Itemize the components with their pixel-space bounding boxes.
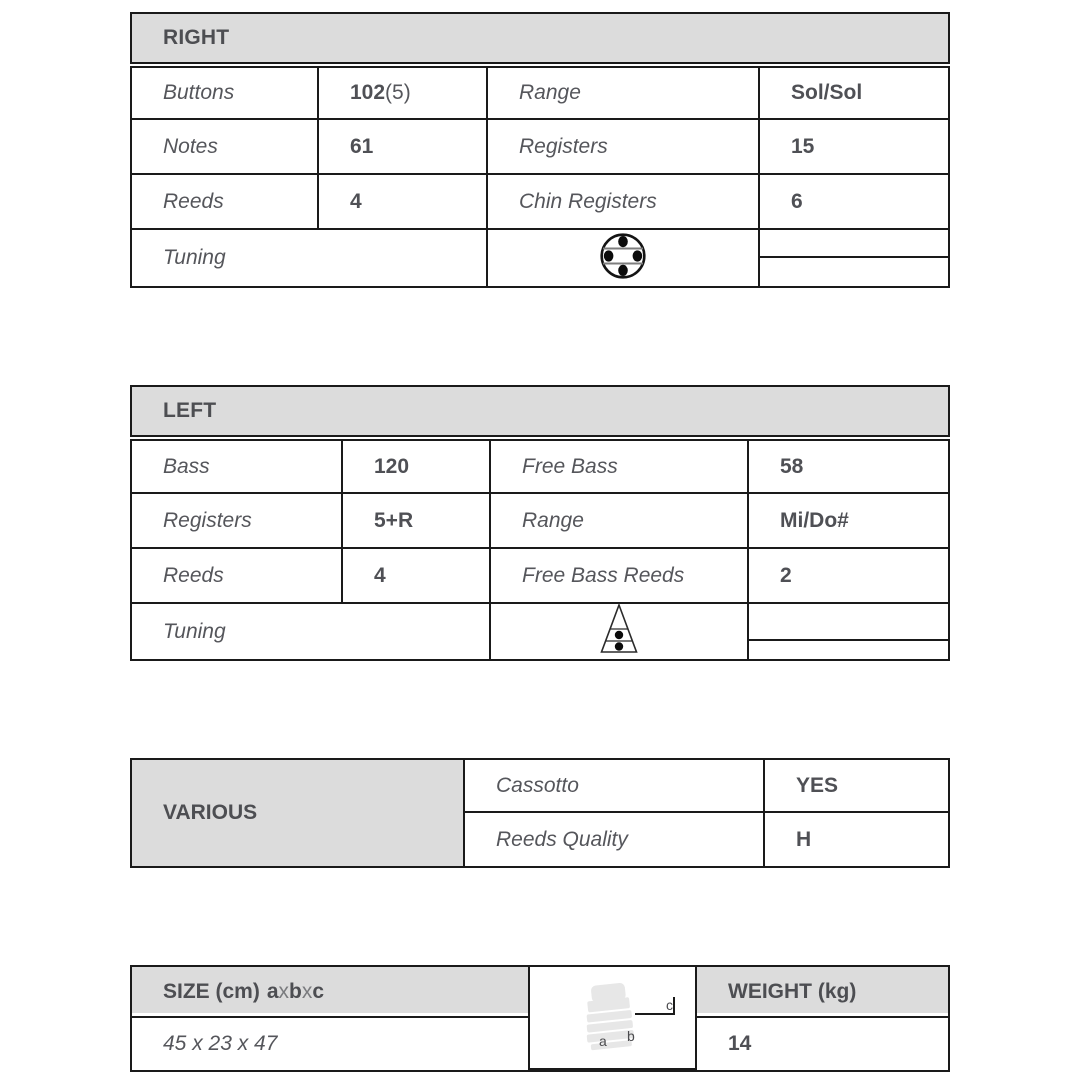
reeds-label-cell: Reeds bbox=[132, 175, 319, 230]
notes-value-cell: 61 bbox=[319, 120, 488, 175]
size-value-cell: 45 x 23 x 47 bbox=[132, 1018, 530, 1070]
size-header-cell bbox=[132, 967, 530, 1018]
bass-registers-label-cell: Registers bbox=[132, 494, 343, 549]
empty-cell bbox=[749, 604, 948, 641]
reeds-quality-value-cell: H bbox=[796, 827, 812, 851]
dimension-b-label: b bbox=[627, 1028, 635, 1044]
free-bass-label-cell: Free Bass bbox=[491, 441, 749, 494]
empty-split-cell bbox=[749, 604, 948, 659]
dimension-c-label: c bbox=[635, 997, 675, 1015]
weight-value-cell: 14 bbox=[728, 1032, 752, 1055]
size-weight-table-body bbox=[130, 965, 950, 1072]
bass-reeds-value-cell: 4 bbox=[343, 549, 491, 604]
reeds-value-cell: 4 bbox=[319, 175, 488, 230]
range-label-cell: Range bbox=[488, 68, 760, 120]
bass-label-cell: Bass bbox=[132, 441, 343, 494]
empty-split-cell bbox=[760, 230, 948, 286]
bass-reeds-label-cell: Reeds bbox=[132, 549, 343, 604]
right-table-title: RIGHT bbox=[163, 26, 230, 49]
notes-label-cell: Notes bbox=[132, 120, 319, 175]
registers-label-cell: Registers bbox=[488, 120, 760, 175]
cassotto-label-cell: Cassotto bbox=[465, 760, 765, 813]
right-table-body bbox=[130, 66, 950, 288]
empty-cell bbox=[749, 641, 948, 659]
registers-value-cell: 15 bbox=[760, 120, 948, 175]
left-hand-spec-table bbox=[130, 385, 950, 661]
size-weight-table bbox=[130, 965, 950, 1072]
bass-value-cell: 120 bbox=[343, 441, 491, 494]
buttons-label-cell: Buttons bbox=[132, 68, 319, 120]
accordion-dimensions-cell bbox=[530, 967, 697, 1070]
chin-registers-label-cell: Chin Registers bbox=[488, 175, 760, 230]
empty-cell bbox=[760, 230, 948, 258]
bass-tuning-2-reeds-icon bbox=[599, 603, 639, 660]
free-bass-reeds-value-cell: 2 bbox=[749, 549, 948, 604]
various-spec-table bbox=[130, 758, 950, 868]
treble-tuning-4-reeds-icon bbox=[599, 232, 647, 285]
range-value-cell: Sol/Sol bbox=[760, 68, 948, 120]
free-bass-reeds-label-cell: Free Bass Reeds bbox=[491, 549, 749, 604]
bass-registers-value-cell: 5+R bbox=[343, 494, 491, 549]
buttons-value-cell: 102 (5) bbox=[319, 68, 488, 120]
reeds-quality-label-cell: Reeds Quality bbox=[465, 813, 765, 866]
bass-range-value-cell: Mi/Do# bbox=[749, 494, 948, 549]
weight-header-label: WEIGHT (kg) bbox=[728, 979, 857, 1003]
right-table-header bbox=[130, 12, 950, 64]
bass-range-label-cell: Range bbox=[491, 494, 749, 549]
tuning-label-cell: Tuning bbox=[132, 230, 488, 286]
empty-cell bbox=[760, 258, 948, 286]
size-dims-formula: axbxc bbox=[266, 979, 325, 1003]
tuning-icon-cell bbox=[488, 230, 760, 286]
left-table-body bbox=[130, 439, 950, 661]
left-table-header bbox=[130, 385, 950, 437]
chin-registers-value-cell: 6 bbox=[760, 175, 948, 230]
various-table-body bbox=[130, 758, 950, 868]
various-table-title: VARIOUS bbox=[163, 801, 258, 824]
free-bass-value-cell: 58 bbox=[749, 441, 948, 494]
weight-header-cell bbox=[697, 967, 948, 1018]
cassotto-value-cell: YES bbox=[765, 760, 948, 813]
bass-tuning-icon-cell bbox=[491, 604, 749, 659]
right-hand-spec-table bbox=[130, 12, 950, 288]
size-header-label: SIZE (cm) axbxc bbox=[163, 979, 325, 1003]
various-table-title-cell bbox=[132, 760, 465, 866]
dimension-a-label: a bbox=[599, 1033, 607, 1049]
left-table-title: LEFT bbox=[163, 399, 217, 422]
bass-tuning-label-cell: Tuning bbox=[132, 604, 491, 659]
